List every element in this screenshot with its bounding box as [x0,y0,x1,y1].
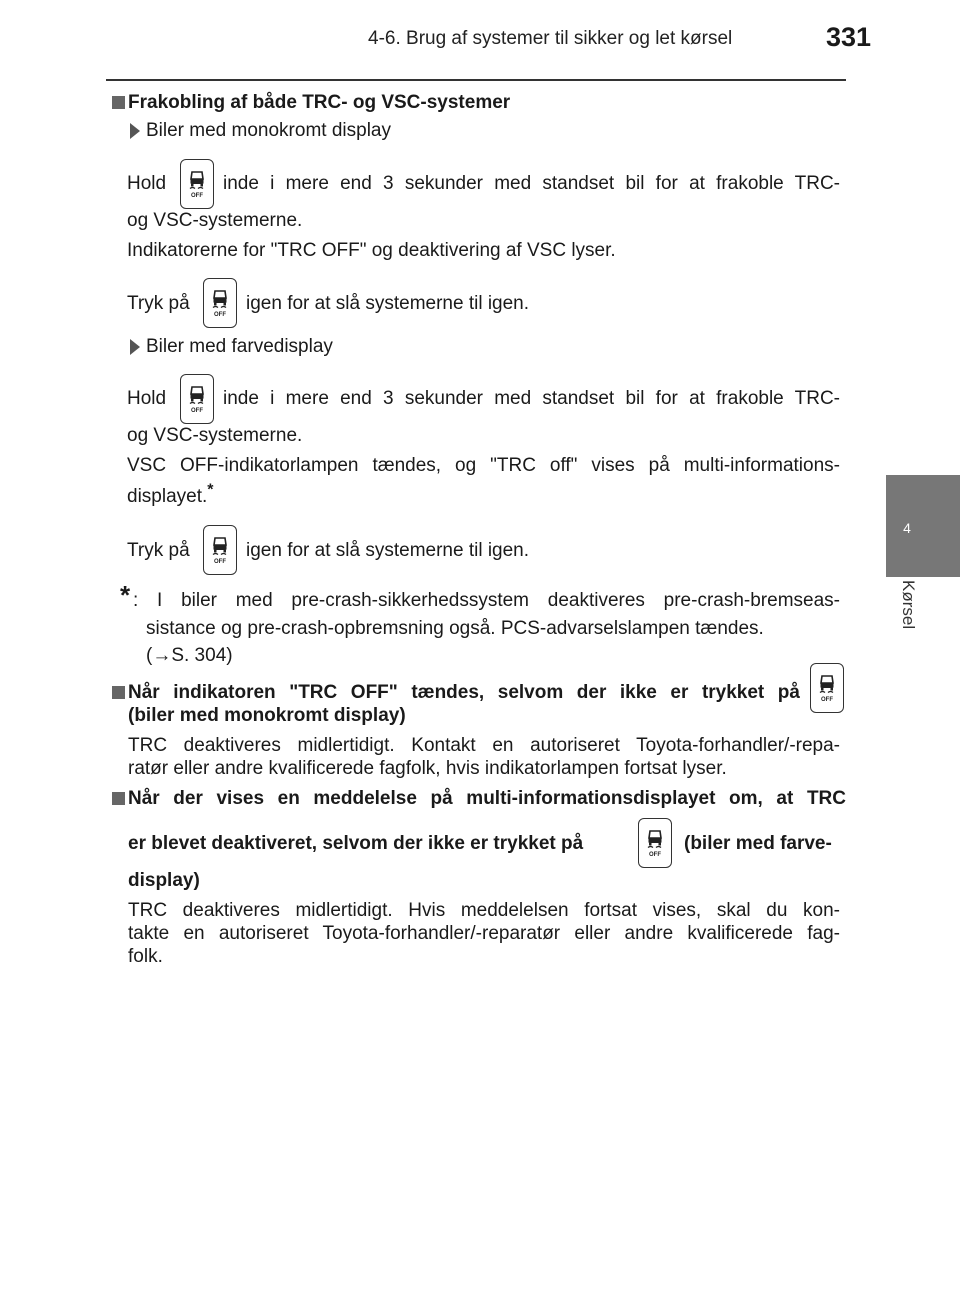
vsc-off-switch-icon [810,663,844,713]
subheading-color: Biler med farvedisplay [146,336,333,357]
body-text-line2: ratør eller andre kvalificerede fagfolk, hvis indikatorlampen fortsat lyser. [128,758,727,779]
body-text: TRC deaktiveres midlertidigt. Hvis meddelelsen fortsat vises, skal du kon- [128,900,840,921]
body-text: TRC deaktiveres midlertidigt. Kontakt en autoriseret Toyota-forhandler/-repa- [128,735,840,756]
page-number: 331 [826,22,872,52]
footnote-text-line3: (→S. 304) [146,645,233,666]
vsc-off-switch-icon [203,525,237,575]
vsc-off-switch-icon [638,818,672,868]
heading-bullet-icon [112,686,125,699]
press-text: Tryk på [127,540,190,561]
section-heading: Når der vises en meddelelse på multi-informationsdisplayet om, at TRC [128,788,846,809]
chapter-tab [886,475,960,577]
lamp-text: VSC OFF-indikatorlampen tændes, og "TRC off" vises på multi-informations- [127,455,840,476]
hold-text: Hold [127,173,167,194]
hold-text: Hold [127,388,167,409]
hold-text-cont: inde i mere end 3 sekunder med standset bil for at frakoble TRC- [223,173,840,194]
section-heading-line2: er blevet deaktiveret, selvom der ikke er trykket på [128,833,584,854]
hold-text-cont: inde i mere end 3 sekunder med standset bil for at frakoble TRC- [223,388,840,409]
section-heading-line2-cont: (biler med farve- [684,833,832,854]
subhead-arrow-icon [130,123,140,139]
chapter-label: Kørsel [899,580,918,630]
section-heading-line3: display) [128,870,200,891]
asterisk-mark: * [207,481,214,499]
press-text: Tryk på [127,293,190,314]
body-text-line3: folk. [128,946,163,967]
hold-text-line2: og VSC-systemerne. [127,210,303,231]
vsc-off-switch-icon [203,278,237,328]
section-heading: Når indikatoren "TRC OFF" tændes, selvom der ikke er trykket på [128,682,800,703]
subheading-mono: Biler med monokromt display [146,120,391,141]
lamp-text-line2: displayet.* [127,481,214,507]
press-text-cont: igen for at slå systemerne til igen. [246,540,530,561]
press-text-cont: igen for at slå systemerne til igen. [246,293,530,314]
subhead-arrow-icon [130,339,140,355]
chapter-number: 4 [903,520,911,536]
indicator-text: Indikatorerne for "TRC OFF" og deaktivering af VSC lyser. [127,240,616,261]
body-text-line2: takte en autoriseret Toyota-forhandler/-reparatør eller andre kvalificerede fag- [128,923,840,944]
vsc-off-switch-icon [180,374,214,424]
footnote-text-line2: sistance og pre-crash-opbremsning også. PCS-advarselslampen tændes. [146,618,764,639]
footnote-mark: * [120,580,131,610]
section-heading: Frakobling af både TRC- og VSC-systemer [128,92,511,113]
vsc-off-switch-icon [180,159,214,209]
heading-bullet-icon [112,96,125,109]
footnote-text: : I biler med pre-crash-sikkerhedssystem deaktiveres pre-crash-bremseas- [133,590,840,611]
section-heading-line2: (biler med monokromt display) [128,705,406,726]
hold-text-line2: og VSC-systemerne. [127,425,303,446]
running-header: 4-6. Brug af systemer til sikker og let kørsel [368,28,733,49]
heading-bullet-icon [112,792,125,805]
header-rule [106,79,846,81]
